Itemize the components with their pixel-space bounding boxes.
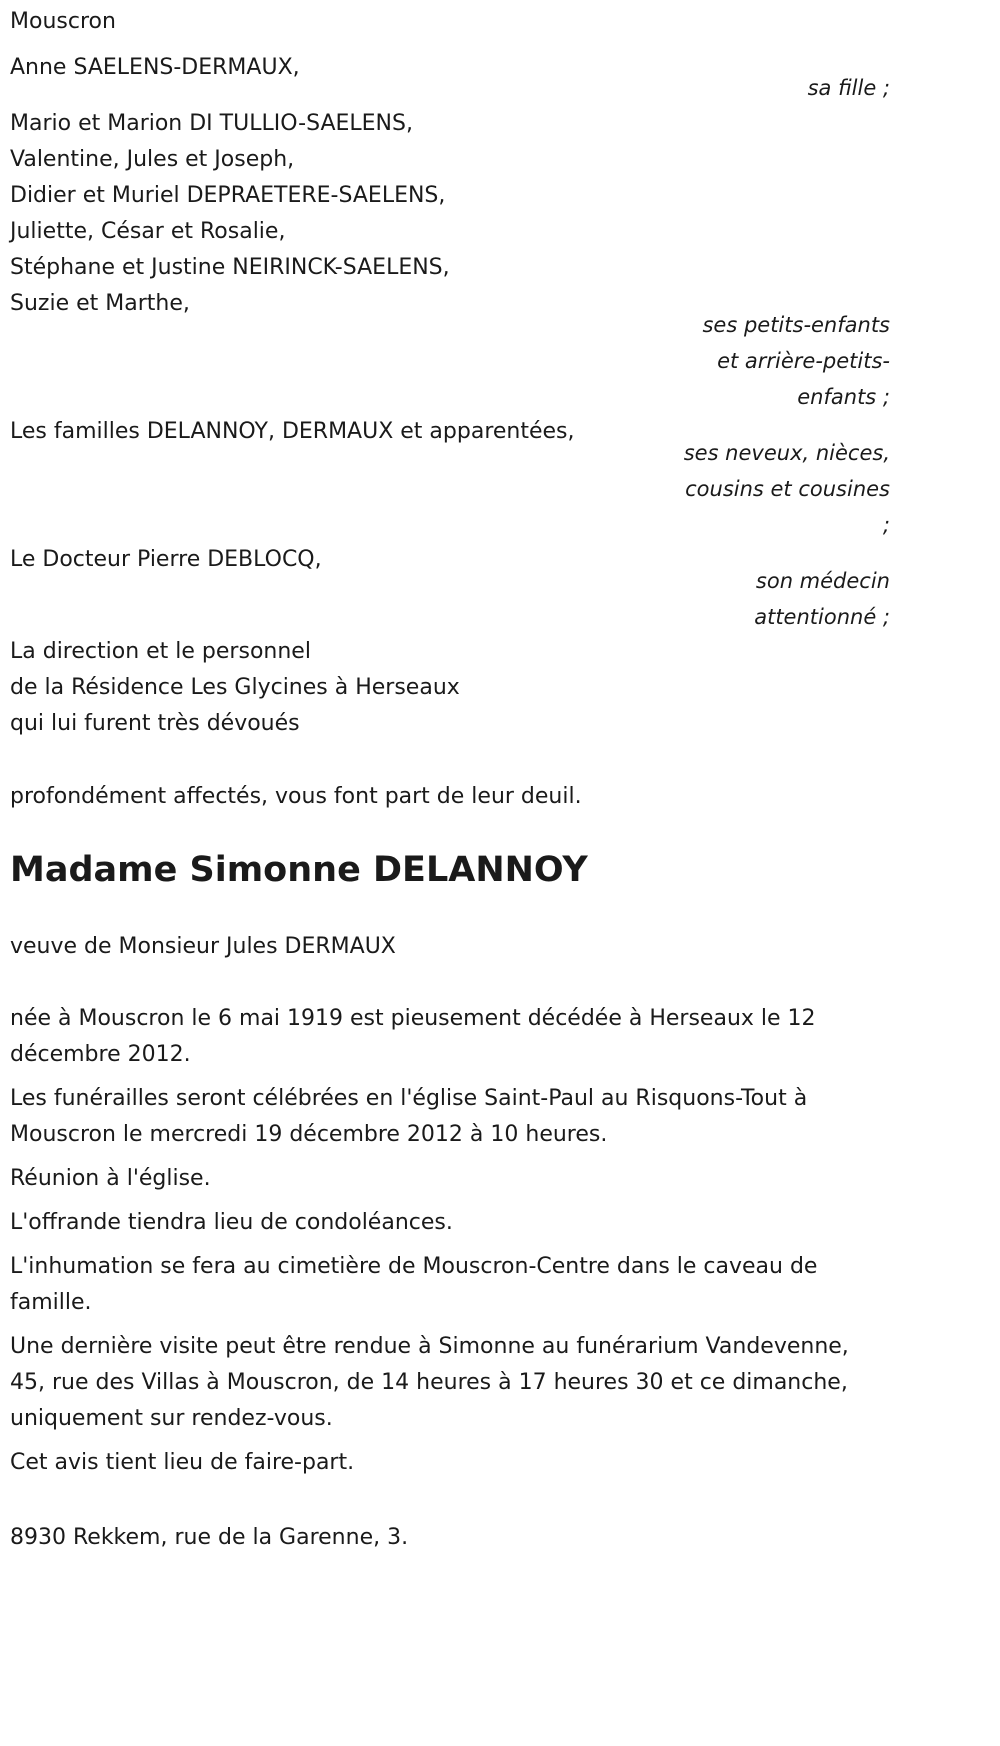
city-label: Mouscron — [10, 9, 116, 34]
family-member-line: Le Docteur Pierre DEBLOCQ, — [10, 547, 322, 572]
relationship-line: sa fille ; — [807, 76, 890, 100]
detail-paragraph: Réunion à l'église. — [10, 1166, 211, 1191]
relationship-line: et arrière-petits- — [717, 349, 890, 373]
family-member-line: Anne SAELENS-DERMAUX, — [10, 55, 300, 80]
family-member-line: Les familles DELANNOY, DERMAUX et apparentées, — [10, 419, 575, 444]
family-member-line: Suzie et Marthe, — [10, 291, 190, 316]
address-text: 8930 Rekkem, rue de la Garenne, 3. — [10, 1525, 409, 1550]
family-member-line: de la Résidence Les Glycines à Herseaux — [10, 675, 460, 700]
relationship-label — [660, 307, 890, 415]
details-section — [10, 1001, 890, 1481]
detail-paragraph: L'offrande tiendra lieu de condoléances. — [10, 1210, 453, 1235]
detail-paragraph: Une dernière visite peut être rendue à Simonne au funérarium Vandevenne, 45, rue des Villas à Mouscron, de 14 heures à 17 heures 30 et ce dimanche, uniquement sur rendez-vous. — [10, 1334, 849, 1431]
relationship-line: ses neveux, nièces, — [683, 441, 890, 465]
family-member-line: Valentine, Jules et Joseph, — [10, 147, 295, 172]
detail-paragraph: née à Mouscron le 6 mai 1919 est pieusement décédée à Herseaux le 12 décembre 2012. — [10, 1006, 816, 1067]
relationship-line: ses petits-enfants — [702, 313, 890, 337]
announcement-text: profondément affectés, vous font part de leur deuil. — [10, 784, 582, 809]
family-member-line: Stéphane et Justine NEIRINCK-SAELENS, — [10, 255, 450, 280]
relationship-line: son médecin — [755, 569, 890, 593]
relationship-line: attentionné ; — [754, 605, 890, 629]
family-member-line: qui lui furent très dévoués — [10, 711, 300, 736]
family-member-line: Didier et Muriel DEPRAETERE-SAELENS, — [10, 183, 446, 208]
relationship-line: ; — [882, 513, 890, 537]
relationship-line: enfants ; — [797, 385, 890, 409]
grandchildren-list — [10, 106, 450, 322]
family-member-line: La direction et le personnel — [10, 639, 311, 664]
relationship-label — [660, 70, 890, 106]
family-member-line: Mario et Marion DI TULLIO-SAELENS, — [10, 111, 413, 136]
relationship-line: cousins et cousines — [685, 477, 890, 501]
deceased-name: Madame Simonne DELANNOY — [10, 850, 588, 890]
widow-of-text: veuve de Monsieur Jules DERMAUX — [10, 934, 396, 959]
relationship-label — [660, 563, 890, 635]
residence-staff — [10, 634, 460, 742]
detail-paragraph: Cet avis tient lieu de faire-part. — [10, 1450, 355, 1475]
family-member-line: Juliette, César et Rosalie, — [10, 219, 286, 244]
detail-paragraph: L'inhumation se fera au cimetière de Mouscron-Centre dans le caveau de famille. — [10, 1254, 818, 1315]
relationship-label — [660, 435, 890, 543]
detail-paragraph: Les funérailles seront célébrées en l'église Saint-Paul au Risquons-Tout à Mouscron le mercredi 19 décembre 2012 à 10 heures. — [10, 1086, 808, 1147]
